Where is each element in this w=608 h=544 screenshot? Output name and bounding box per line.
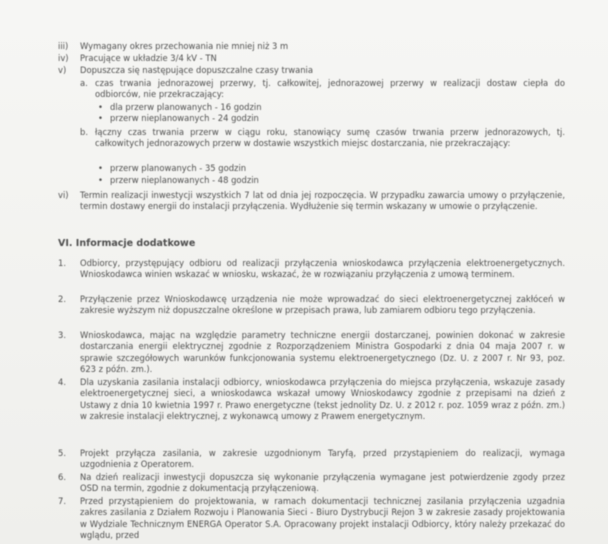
item-marker: 3. (58, 330, 66, 340)
item-marker: 7. (58, 496, 66, 506)
item-text: Dopuszcza się następujące dopuszczalne czasy trwania (80, 65, 313, 75)
item-text: Na dzień realizacji inwestycji dopuszcza się wykonanie przyłączenia wymagane jest potwierdzenie zgody przez OSD na termin, zgodnie z dokumentacją przyłączeniową. (80, 472, 565, 494)
item-text: Przyłączenie przez Wnioskodawcę urządzenia nie może wprowadzać do sieci elektroenergetycznej zakłóceń w zakresie wyższym niż dopuszczalne określone w przepisach prawa, lub zamiarem odbioru tego przyłączenia. (80, 294, 565, 316)
sub-marker: a. (80, 78, 88, 88)
bullet-text: dla przerw planowanych - 16 godzin (110, 102, 262, 112)
sub-text: czas trwania jednorazowej przerwy, tj. całkowitej, jednorazowej przerwy w realizacji dostaw ciepła do odbiorców, nie przekraczający: (95, 78, 565, 100)
sub-marker: b. (80, 127, 88, 137)
item-marker: 6. (58, 472, 66, 482)
section-heading: VI. Informacje dodatkowe (58, 238, 196, 249)
item-marker: iv) (58, 53, 69, 63)
item-marker: 1. (58, 258, 66, 268)
bullet-icon: • (98, 175, 103, 185)
item-marker: 2. (58, 294, 66, 304)
item-text: Przed przystąpieniem do projektowania, w ramach dokumentacji technicznej zasilania przyłączenia uzgadnia zakres zasilania z Działem Rozwoju i Planowania Sieci - Biuro Dystrybucji Rejon 3 w zakresie zasady projektowania w Wydziale Technicznym ENERGA Operator S.A. Opracowany projekt instalacji Odbiorcy, który należy przekazać do wglądu, przed (80, 496, 565, 541)
item-text: Termin realizacji inwestycji wszystkich 7 lat od dnia jej rozpoczęcia. W przypadku zawarcia umowy o przyłączenie, termin dostawy energii do instalacji przyłączenia. Wydłużenie się termin wskazany w umowie o przyłączenie. (80, 190, 565, 212)
bullet-text: przerw nieplanowanych - 24 godzin (110, 113, 259, 123)
item-marker: v) (58, 65, 67, 75)
bullet-text: przerw planowanych - 35 godzin (110, 163, 247, 173)
item-text: Odbiorcy, przystępujący odbioru od realizacji przyłączenia wnioskodawca przyłączenia elektroenergetycznych. Wnioskodawca winien wskazać w wniosku, wskazać, że w rozwiązaniu przyłączenia z umową terminem. (80, 258, 565, 280)
item-text: Dla uzyskania zasilania instalacji odbiorcy, wnioskodawca przyłączenia do miejsca przyłączenia, wskazuje zasady elektroenergetycznej sieci, a wnioskodawca wskazał umowy Wnioskodawcy zgodnie z przepisami na dzień z Ustawy z dnia 10 kwietnia 1997 r. Prawo energetyczne (tekst jednolity Dz. U. z 2012 r. poz. 1059 wraz z późn. zm.) w zakresie instalacji elektrycznej, z wykonawcą umowy z Prawem energetycznym. (80, 377, 565, 422)
item-marker: 4. (58, 377, 66, 387)
bullet-icon: • (98, 163, 103, 173)
item-text: Wnioskodawca, mając na względzie parametry techniczne energii dostarczanej, powinien dokonać w zakresie dostarczania energii elektrycznej zgodnie z Rozporządzeniem Ministra Gospodarki z dnia 04 maja 2007 r. w sprawie szczegółowych warunków funkcjonowania systemu elektroenergetycznego (Dz. U. z 2007 r. Nr 93, poz. 623 z późn. zm.). (80, 330, 565, 375)
item-marker: 5. (58, 448, 66, 458)
item-marker: iii) (58, 41, 69, 51)
item-marker: vi) (58, 190, 69, 200)
bullet-icon: • (98, 102, 103, 112)
item-text: Wymagany okres przechowania nie mniej niż 3 m (80, 41, 289, 51)
sub-text: łączny czas trwania przerw w ciągu roku, stanowiący sumę czasów trwania przerw jednorazowych, tj. całkowitych jednorazowych przerw w dostawie wszystkich miejsc dostarczania, nie przekraczający: (95, 127, 565, 149)
item-text: Pracujące w układzie 3/4 kV - TN (80, 53, 217, 63)
bullet-icon: • (98, 113, 103, 123)
bullet-text: przerw nieplanowanych - 48 godzin (110, 175, 259, 185)
item-text: Projekt przyłącza zasilania, w zakresie uzgodnionym Taryfą, przed przystąpieniem do realizacji, wymaga uzgodnienia z Operatorem. (80, 448, 565, 470)
